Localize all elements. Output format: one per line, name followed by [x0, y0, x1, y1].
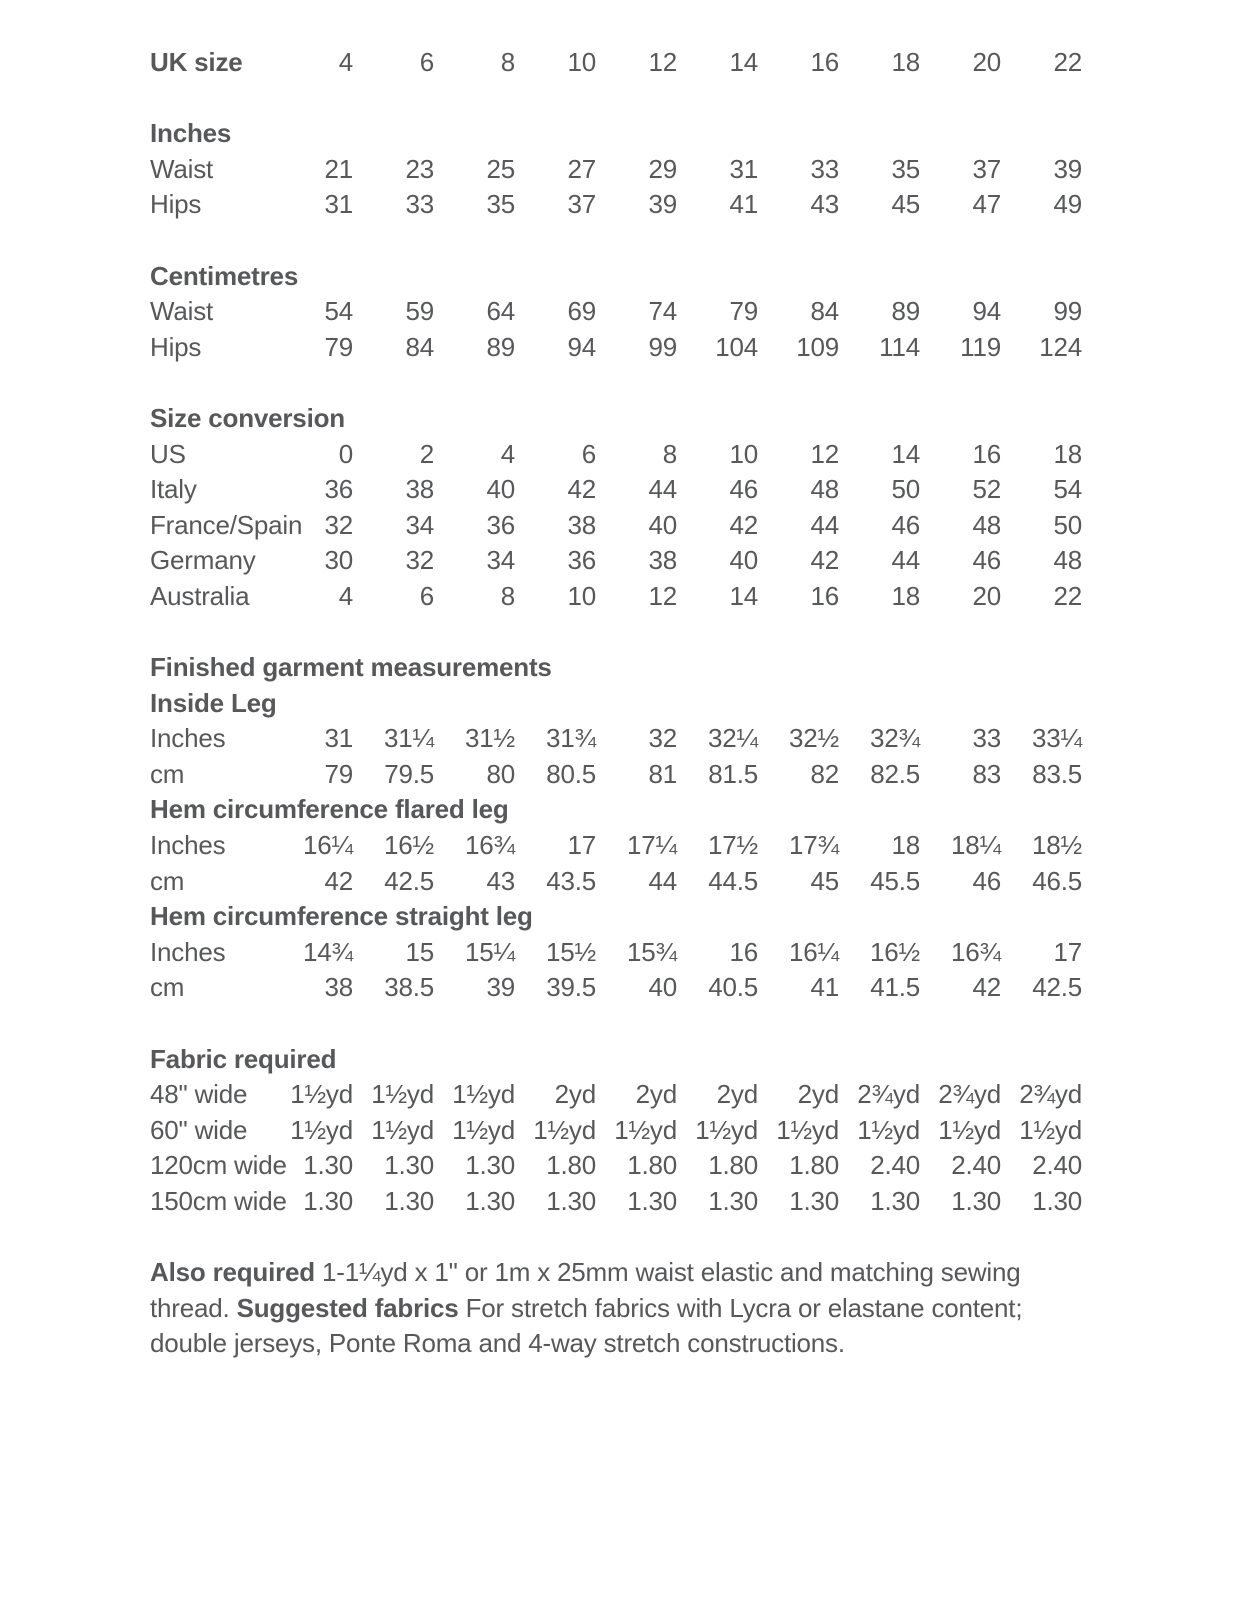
cell-value: 36 [486, 509, 515, 540]
cell-value: 18 [891, 830, 920, 861]
cell-value: 1.30 [384, 1150, 434, 1181]
row-label: cm [150, 865, 185, 896]
cell-value: 1½yd [938, 1114, 1001, 1145]
cell-value: 22 [1053, 47, 1082, 77]
cell-value: 0 [338, 438, 353, 469]
cell-value: 1.30 [303, 1186, 353, 1216]
cell-value: 40.5 [708, 972, 758, 1003]
row-label: Hips [150, 331, 202, 362]
cell-value: 31½ [464, 723, 515, 754]
data-row [150, 437, 1082, 473]
cell-value: 82.5 [870, 758, 920, 789]
section-title: Hem circumference straight leg [150, 901, 533, 932]
cell-value: 40 [648, 509, 677, 540]
notes-line [150, 1326, 1150, 1362]
cell-value: 43 [486, 865, 515, 896]
data-row [150, 45, 1082, 81]
cell-value: 21 [324, 153, 353, 184]
cell-value: 83 [972, 758, 1001, 789]
section-title: Centimetres [150, 260, 299, 291]
row-label: US [150, 438, 186, 469]
spacer-row [150, 615, 1082, 651]
cell-value: 42 [972, 972, 1001, 1003]
row-label: Hips [150, 189, 202, 220]
cell-value: 83.5 [1032, 758, 1082, 789]
row-label: 60" wide [150, 1114, 248, 1145]
cell-value: 35 [891, 153, 920, 184]
cell-value: 38 [648, 545, 677, 576]
row-spacer [150, 81, 1082, 117]
cell-value: 35 [486, 189, 515, 220]
cell-value: 1½yd [533, 1114, 596, 1145]
data-row [150, 152, 1082, 188]
row-label: cm [150, 758, 185, 789]
data-row [150, 828, 1082, 864]
cell-value: 52 [972, 474, 1001, 505]
cell-value: 18 [1053, 438, 1082, 469]
cell-value: 42 [567, 474, 596, 505]
data-row [150, 330, 1082, 366]
cell-value: 14¾ [302, 936, 353, 967]
cell-value: 18 [891, 47, 920, 77]
cell-value: 37 [567, 189, 596, 220]
cell-value: 46 [891, 509, 920, 540]
row-label: Australia [150, 580, 250, 611]
cell-value: 79 [324, 758, 353, 789]
cell-value: 15¾ [626, 936, 677, 967]
cell-value: 14 [891, 438, 920, 469]
notes-text: 1-1¼yd x 1" or 1m x 25mm waist elastic and matching sewing [315, 1257, 1021, 1288]
cell-value: 8 [500, 47, 515, 77]
cell-value: 32 [324, 509, 353, 540]
row-label: France/Spain [150, 509, 303, 540]
cell-value: 44.5 [708, 865, 758, 896]
section-header-row [150, 116, 1082, 152]
data-row [150, 472, 1082, 508]
cell-value: 20 [972, 47, 1001, 77]
section-title: Inside Leg [150, 687, 277, 718]
cell-value: 1½yd [290, 1079, 353, 1110]
section-header-row [150, 259, 1082, 295]
section-header-row [150, 792, 1082, 828]
size-chart-table-body [150, 45, 1082, 1220]
cell-value: 2 [419, 438, 434, 469]
cell-value: 23 [405, 153, 434, 184]
notes-bold-text: Suggested fabrics [236, 1292, 459, 1323]
cell-value: 2yd [635, 1079, 677, 1110]
section-header-row [150, 686, 1082, 722]
cell-value: 40 [486, 474, 515, 505]
cell-value: 4 [500, 438, 515, 469]
section-title: Finished garment measurements [150, 652, 552, 683]
cell-value: 2.40 [870, 1150, 920, 1181]
cell-value: 30 [324, 545, 353, 576]
cell-value: 16 [972, 438, 1001, 469]
notes-text: double jerseys, Ponte Roma and 4-way stretch constructions. [150, 1328, 845, 1359]
data-row [150, 757, 1082, 793]
cell-value: 17½ [707, 830, 758, 861]
cell-value: 38.5 [384, 972, 434, 1003]
row-label: 120cm wide [150, 1150, 287, 1181]
cell-value: 32¼ [707, 723, 758, 754]
cell-value: 32½ [788, 723, 839, 754]
cell-value: 2¾yd [1019, 1079, 1082, 1110]
notes-text: For stretch fabrics with Lycra or elastane content; [458, 1292, 1023, 1323]
cell-value: 8 [662, 438, 677, 469]
cell-value: 1½yd [452, 1114, 515, 1145]
cell-value: 29 [648, 153, 677, 184]
data-row [150, 1077, 1082, 1113]
row-spacer [150, 1006, 1082, 1042]
cell-value: 47 [972, 189, 1001, 220]
cell-value: 32¾ [869, 723, 920, 754]
cell-value: 31 [729, 153, 758, 184]
cell-value: 16¼ [302, 830, 353, 861]
cell-value: 40 [729, 545, 758, 576]
cell-value: 36 [567, 545, 596, 576]
cell-value: 1½yd [290, 1114, 353, 1145]
notes-line [150, 1291, 1150, 1327]
cell-value: 1.30 [627, 1186, 677, 1216]
cell-value: 69 [567, 296, 596, 327]
cell-value: 79 [729, 296, 758, 327]
cell-value: 94 [567, 331, 596, 362]
cell-value: 17 [1053, 936, 1082, 967]
notes-bold-text: Also required [150, 1257, 315, 1288]
cell-value: 45.5 [870, 865, 920, 896]
cell-value: 89 [891, 296, 920, 327]
cell-value: 44 [648, 865, 677, 896]
cell-value: 42 [810, 545, 839, 576]
cell-value: 45 [810, 865, 839, 896]
cell-value: 1½yd [452, 1079, 515, 1110]
cell-value: 46.5 [1032, 865, 1082, 896]
cell-value: 1.30 [1032, 1186, 1082, 1216]
cell-value: 42 [324, 865, 353, 896]
section-title: Hem circumference flared leg [150, 794, 509, 825]
cell-value: 14 [729, 580, 758, 611]
cell-value: 42.5 [1032, 972, 1082, 1003]
notes-paragraph [150, 1255, 1150, 1362]
section-header-row [150, 899, 1082, 935]
cell-value: 80.5 [546, 758, 596, 789]
spacer-row [150, 1006, 1082, 1042]
cell-value: 17¼ [626, 830, 677, 861]
cell-value: 49 [1053, 189, 1082, 220]
cell-value: 15¼ [464, 936, 515, 967]
cell-value: 38 [324, 972, 353, 1003]
cell-value: 41.5 [870, 972, 920, 1003]
cell-value: 16 [810, 47, 839, 77]
data-row [150, 543, 1082, 579]
cell-value: 15½ [545, 936, 596, 967]
cell-value: 41 [810, 972, 839, 1003]
row-label: Waist [150, 296, 214, 327]
cell-value: 50 [891, 474, 920, 505]
cell-value: 1.30 [303, 1150, 353, 1181]
cell-value: 6 [581, 438, 596, 469]
cell-value: 1.30 [546, 1186, 596, 1216]
cell-value: 74 [648, 296, 677, 327]
cell-value: 89 [486, 331, 515, 362]
cell-value: 2yd [716, 1079, 758, 1110]
cell-value: 84 [810, 296, 839, 327]
cell-value: 16¾ [950, 936, 1001, 967]
cell-value: 31¾ [545, 723, 596, 754]
cell-value: 2yd [554, 1079, 596, 1110]
cell-value: 1½yd [371, 1114, 434, 1145]
cell-value: 37 [972, 153, 1001, 184]
cell-value: 2.40 [951, 1150, 1001, 1181]
row-spacer [150, 365, 1082, 401]
data-row [150, 970, 1082, 1006]
cell-value: 44 [810, 509, 839, 540]
row-label: cm [150, 972, 185, 1003]
cell-value: 1.80 [708, 1150, 758, 1181]
cell-value: 99 [1053, 296, 1082, 327]
cell-value: 1½yd [776, 1114, 839, 1145]
data-row [150, 721, 1082, 757]
cell-value: 39 [1053, 153, 1082, 184]
cell-value: 18 [891, 580, 920, 611]
cell-value: 10 [567, 580, 596, 611]
size-chart-table [150, 45, 1082, 1220]
cell-value: 43.5 [546, 865, 596, 896]
cell-value: 38 [405, 474, 434, 505]
cell-value: 14 [729, 47, 758, 77]
cell-value: 43 [810, 189, 839, 220]
cell-value: 33¼ [1031, 723, 1082, 754]
cell-value: 79.5 [384, 758, 434, 789]
section-title: Inches [150, 118, 232, 149]
cell-value: 44 [891, 545, 920, 576]
cell-value: 2¾yd [938, 1079, 1001, 1110]
row-label: 150cm wide [150, 1186, 287, 1216]
cell-value: 1.30 [708, 1186, 758, 1216]
cell-value: 4 [338, 47, 353, 77]
row-label: UK size [150, 47, 243, 77]
cell-value: 40 [648, 972, 677, 1003]
cell-value: 1.80 [546, 1150, 596, 1181]
cell-value: 10 [567, 47, 596, 77]
cell-value: 16½ [383, 830, 434, 861]
data-row [150, 864, 1082, 900]
cell-value: 80 [486, 758, 515, 789]
cell-value: 46 [972, 865, 1001, 896]
section-title: Size conversion [150, 402, 345, 433]
cell-value: 16¾ [464, 830, 515, 861]
cell-value: 22 [1053, 580, 1082, 611]
cell-value: 8 [500, 580, 515, 611]
section-header-row [150, 1042, 1082, 1078]
data-row [150, 1113, 1082, 1149]
cell-value: 119 [960, 331, 1001, 362]
row-label: 48" wide [150, 1079, 248, 1110]
cell-value: 45 [891, 189, 920, 220]
cell-value: 16¼ [788, 936, 839, 967]
cell-value: 1.30 [789, 1186, 839, 1216]
cell-value: 31 [324, 189, 353, 220]
spacer-row [150, 365, 1082, 401]
cell-value: 1.80 [627, 1150, 677, 1181]
cell-value: 10 [729, 438, 758, 469]
cell-value: 44 [648, 474, 677, 505]
cell-value: 25 [486, 153, 515, 184]
cell-value: 41 [729, 189, 758, 220]
cell-value: 99 [648, 331, 677, 362]
cell-value: 42.5 [384, 865, 434, 896]
spacer-row [150, 81, 1082, 117]
cell-value: 1.30 [384, 1186, 434, 1216]
notes-text: thread. [150, 1292, 237, 1323]
row-spacer [150, 615, 1082, 651]
cell-value: 33 [972, 723, 1001, 754]
row-label: Italy [150, 474, 197, 505]
cell-value: 32 [405, 545, 434, 576]
cell-value: 39 [486, 972, 515, 1003]
cell-value: 6 [419, 47, 434, 77]
cell-value: 16½ [869, 936, 920, 967]
section-header-row [150, 650, 1082, 686]
cell-value: 17 [567, 830, 596, 861]
cell-value: 4 [338, 580, 353, 611]
cell-value: 82 [810, 758, 839, 789]
cell-value: 12 [648, 580, 677, 611]
cell-value: 16 [810, 580, 839, 611]
data-row [150, 294, 1082, 330]
cell-value: 36 [324, 474, 353, 505]
cell-value: 32 [648, 723, 677, 754]
cell-value: 38 [567, 509, 596, 540]
cell-value: 18¼ [950, 830, 1001, 861]
cell-value: 17¾ [788, 830, 839, 861]
cell-value: 48 [1053, 545, 1082, 576]
cell-value: 31 [324, 723, 353, 754]
section-header-row [150, 401, 1082, 437]
cell-value: 34 [405, 509, 434, 540]
data-row [150, 1184, 1082, 1220]
cell-value: 1½yd [857, 1114, 920, 1145]
data-row [150, 579, 1082, 615]
cell-value: 1.30 [870, 1186, 920, 1216]
cell-value: 1½yd [1019, 1114, 1082, 1145]
cell-value: 109 [796, 331, 839, 362]
cell-value: 1.80 [789, 1150, 839, 1181]
cell-value: 6 [419, 580, 434, 611]
cell-value: 39.5 [546, 972, 596, 1003]
cell-value: 12 [810, 438, 839, 469]
cell-value: 48 [972, 509, 1001, 540]
spacer-row [150, 223, 1082, 259]
cell-value: 39 [648, 189, 677, 220]
row-label: Inches [150, 723, 226, 754]
cell-value: 1.30 [465, 1150, 515, 1181]
cell-value: 15 [405, 936, 434, 967]
cell-value: 12 [648, 47, 677, 77]
cell-value: 84 [405, 331, 434, 362]
cell-value: 1.30 [465, 1186, 515, 1216]
cell-value: 31¼ [383, 723, 434, 754]
cell-value: 42 [729, 509, 758, 540]
cell-value: 50 [1053, 509, 1082, 540]
cell-value: 48 [810, 474, 839, 505]
cell-value: 34 [486, 545, 515, 576]
row-label: Waist [150, 153, 214, 184]
cell-value: 33 [405, 189, 434, 220]
cell-value: 81 [648, 758, 677, 789]
cell-value: 104 [715, 331, 758, 362]
cell-value: 59 [405, 296, 434, 327]
cell-value: 79 [324, 331, 353, 362]
section-title: Fabric required [150, 1043, 337, 1074]
cell-value: 46 [729, 474, 758, 505]
cell-value: 54 [324, 296, 353, 327]
data-row [150, 187, 1082, 223]
cell-value: 1.30 [951, 1186, 1001, 1216]
cell-value: 2yd [797, 1079, 839, 1110]
data-row [150, 935, 1082, 971]
cell-value: 18½ [1031, 830, 1082, 861]
cell-value: 16 [729, 936, 758, 967]
cell-value: 2¾yd [857, 1079, 920, 1110]
cell-value: 20 [972, 580, 1001, 611]
cell-value: 54 [1053, 474, 1082, 505]
row-label: Germany [150, 545, 256, 576]
cell-value: 46 [972, 545, 1001, 576]
data-row [150, 1148, 1082, 1184]
cell-value: 27 [567, 153, 596, 184]
cell-value: 2.40 [1032, 1150, 1082, 1181]
data-row [150, 508, 1082, 544]
row-spacer [150, 223, 1082, 259]
cell-value: 114 [879, 331, 920, 362]
cell-value: 1½yd [371, 1079, 434, 1110]
notes-line [150, 1255, 1150, 1291]
cell-value: 33 [810, 153, 839, 184]
cell-value: 94 [972, 296, 1001, 327]
cell-value: 81.5 [708, 758, 758, 789]
row-label: Inches [150, 830, 226, 861]
cell-value: 1½yd [695, 1114, 758, 1145]
cell-value: 124 [1039, 331, 1082, 362]
page-content [150, 45, 1150, 1362]
cell-value: 1½yd [614, 1114, 677, 1145]
row-label: Inches [150, 936, 226, 967]
cell-value: 64 [486, 296, 515, 327]
